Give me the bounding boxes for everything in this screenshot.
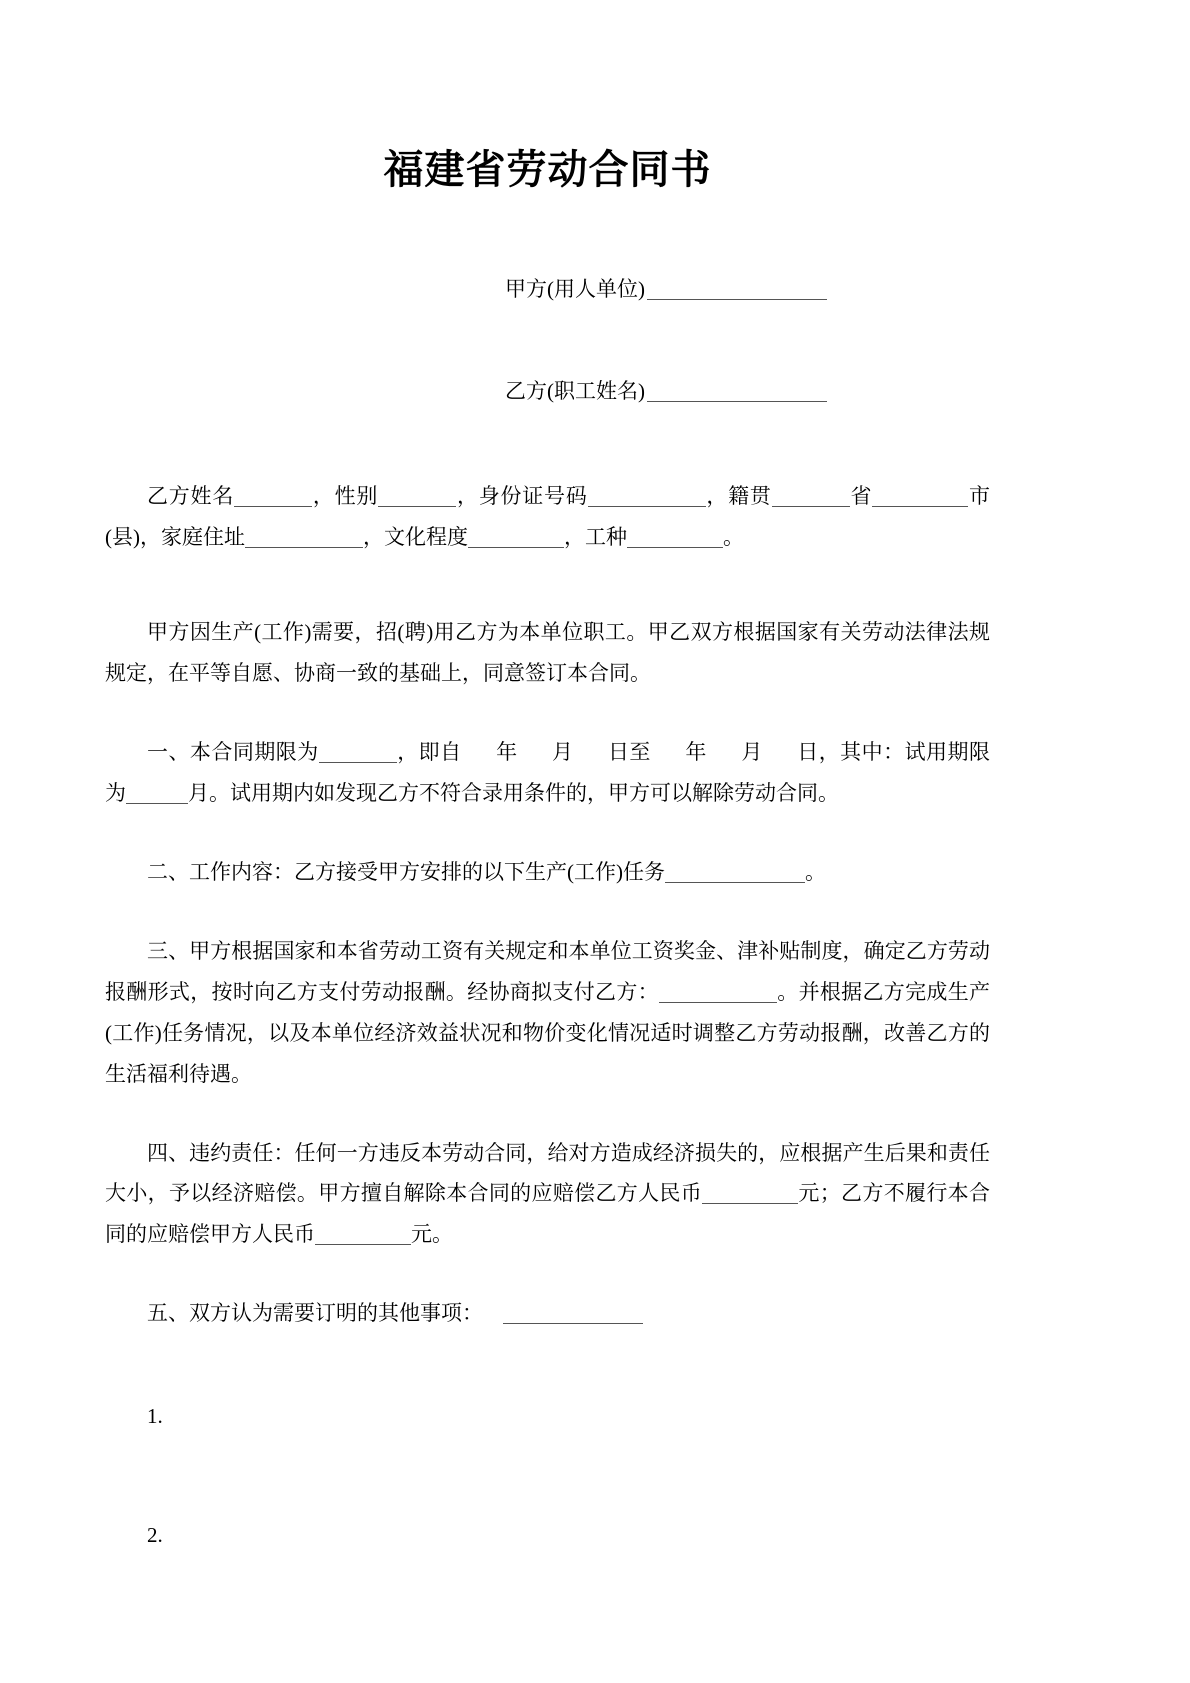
clause-2-paragraph [105,852,990,893]
home-address-blank[interactable] [245,547,363,548]
id-number-label: ，身份证号码 [456,484,588,509]
clause-1-year2: 年 [684,739,707,764]
clause-1-probation-blank[interactable] [126,803,188,804]
clause-4-party-b-penalty-blank[interactable] [315,1244,411,1245]
clause-1-term-blank[interactable] [319,762,397,763]
numbered-item-1: 1. [147,1404,163,1429]
gender-label: ，性别 [312,484,379,509]
job-type-blank[interactable] [627,547,723,548]
native-province-blank[interactable] [772,506,850,507]
clause-2-task-blank[interactable] [665,882,805,883]
clause-4-prefix: 四、违约责任：任何一方违反本劳动合同，给对方造成经济损失的，应根据产生后果和责任大小，予以经济赔偿。甲方擅自解除本合同的应赔偿乙方人民币 [105,1140,990,1206]
clause-1-suffix: 月。试用期内如发现乙方不符合录用条件的，甲方可以解除劳动合同。 [188,780,839,805]
native-city-blank[interactable] [872,506,968,507]
clause-1-month1: 月 [551,739,574,764]
clause-3-suffix: 。并根据乙方完成生产(工作)任务情况，以及本单位经济效益状况和物价变化情况适时调整乙方劳动报酬，改善乙方的生活福利待遇。 [105,979,991,1086]
native-place-label: ，籍贯 [705,484,772,509]
clause-5-paragraph [105,1293,990,1334]
job-type-label: ，工种 [564,525,627,550]
clause-3-prefix: 三、甲方根据国家和本省劳动工资有关规定和本单位工资奖金、津补贴制度，确定乙方劳动报酬形式，按时向乙方支付劳动报酬。经协商拟支付乙方： [105,938,990,1004]
numbered-item-2: 2. [147,1523,163,1548]
clause-1-mid1: ，即自 [396,739,462,764]
city-label: 市 [968,484,991,509]
clause-1-prefix: 一、本合同期限为 [147,739,319,764]
page-title: 福建省劳动合同书 [383,147,712,192]
clause-5-prefix: 五、双方认为需要订明的其他事项： [147,1301,483,1326]
party-b-fill-blank[interactable] [647,401,827,402]
clause-1-month2: 月 [740,739,763,764]
clause-1-year1: 年 [495,739,518,764]
education-label: ，文化程度 [363,525,468,550]
clause-2-prefix: 二、工作内容：乙方接受甲方安排的以下生产(工作)任务 [147,859,665,884]
employee-name-label: 乙方姓名 [147,484,235,509]
party-block [105,273,990,408]
clause-3-paragraph [105,931,990,1095]
employee-info-paragraph [105,476,990,558]
clause-2-suffix: 。 [804,859,826,884]
clause-4-party-a-penalty-blank[interactable] [702,1203,798,1204]
clause-4-mid1: 元；乙方不履行本合同的应赔偿甲方人民币 [105,1181,990,1247]
clause-5-other-terms-blank[interactable] [503,1323,643,1324]
clause-3-wage-blank[interactable] [659,1002,777,1003]
county-address-label: (县)，家庭住址 [105,525,245,550]
clause-1-paragraph [105,732,990,814]
party-b-line [105,375,990,409]
party-a-line [105,273,990,307]
clause-1-day1: 日至 [607,739,651,764]
education-blank[interactable] [468,547,564,548]
document-content [105,0,990,1634]
clause-4-paragraph [105,1133,990,1256]
party-a-label: 甲方(用人单位) [505,277,645,301]
id-number-blank[interactable] [588,506,706,507]
employee-name-blank[interactable] [234,506,312,507]
party-b-label: 乙方(职工姓名) [505,378,645,403]
clause-1-day2: 日，其中：试用期限为 [105,739,990,805]
preamble-paragraph: 甲方因生产(工作)需要，招(聘)用乙方为本单位职工。甲乙双方根据国家有关劳动法律法规规定，在平等自愿、协商一致的基础上，同意签订本合同。 [105,620,990,685]
gender-blank[interactable] [378,506,456,507]
clause-4-suffix: 元。 [411,1222,453,1247]
party-a-fill-blank[interactable] [647,299,827,300]
period-mark: 。 [723,525,744,550]
province-label: 省 [849,484,873,509]
